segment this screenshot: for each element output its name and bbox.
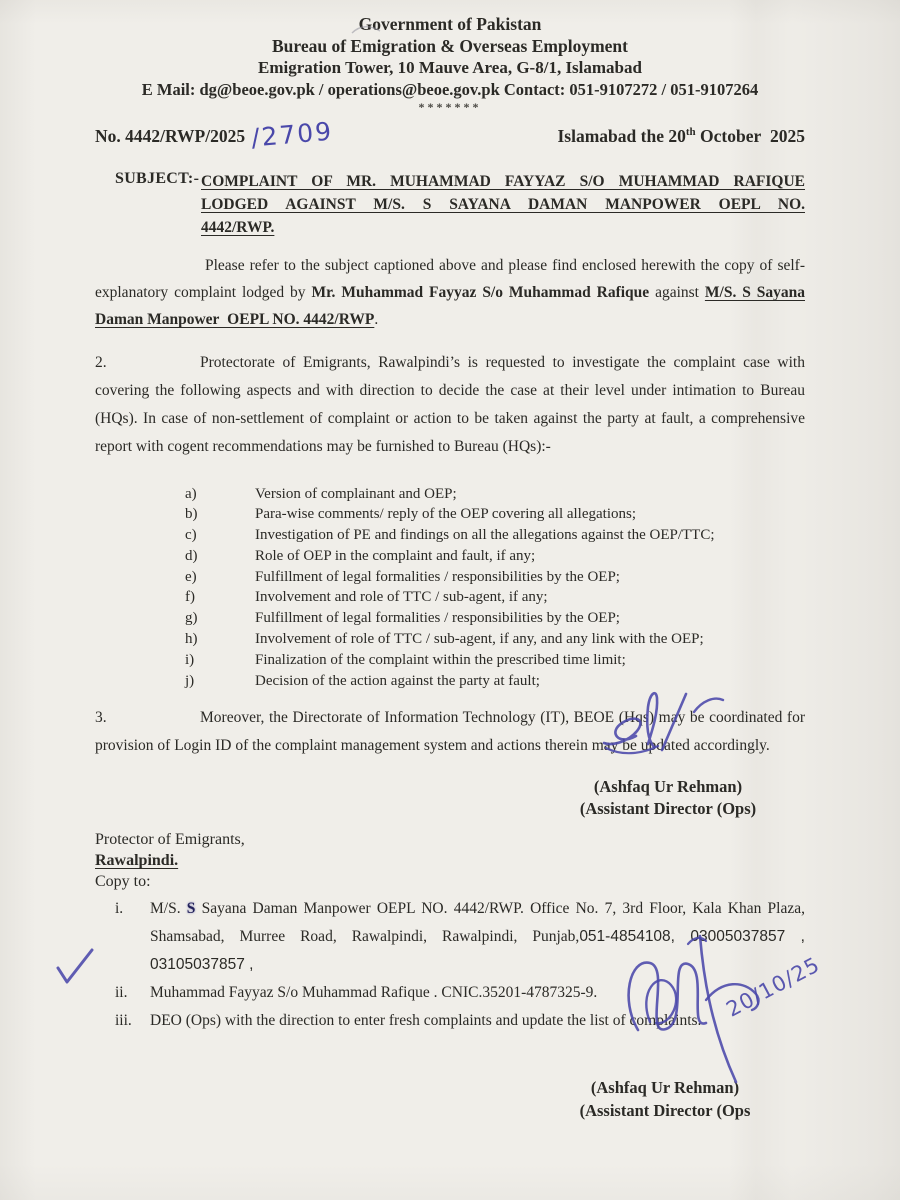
aspect-text: Para-wise comments/ reply of the OEP covering all allegations;	[255, 506, 637, 523]
signatory-title: (Assistant Director (Ops	[579, 1100, 751, 1120]
aspect-text: Fulfillment of legal formalities / responsibilities by the OEP;	[255, 610, 620, 627]
aspect-letter: f)	[185, 589, 195, 606]
aspect-letter: j)	[185, 672, 195, 689]
reference-row	[95, 116, 805, 153]
agency-phone-numbers: 051-4854108, 03005037857 , 03105037857 ,	[150, 927, 805, 973]
date-prefix: Islamabad the 20	[557, 126, 686, 146]
aspect-item-h	[95, 629, 805, 650]
reference-number-printed: No. 4442/RWP/2025	[95, 126, 246, 146]
agency-address: Sayana Daman Manpower OEPL NO. 4442/RWP. Office No. 7, 3rd Floor, Kala Khan Plaza, Shamsabad, Murree Road, Rawalpindi, Rawalpindi, Punjab,	[150, 899, 805, 945]
para1-text-against: against	[649, 284, 705, 301]
checkmark-ink	[52, 944, 100, 992]
aspect-text: Finalization of the complaint within the prescribed time limit;	[255, 651, 626, 668]
aspect-text: Involvement and role of TTC / sub-agent, if any;	[255, 589, 548, 606]
aspect-text: Involvement of role of TTC / sub-agent, if any, and any link with the OEP;	[255, 631, 704, 648]
copy-to-list	[95, 895, 805, 1035]
subject-text	[201, 170, 805, 239]
para1-text: Please refer to the subject captioned above and please find enclosed herewith the copy of self-explanatory complaint lodged by	[95, 257, 805, 301]
aspect-letter: h)	[185, 631, 198, 648]
agency-name: M/S. S Sayana Daman Manpower OEPL NO. 4442/RWP	[95, 284, 805, 328]
aspect-text: Role of OEP in the complaint and fault, if any;	[255, 547, 536, 564]
subject-line-2: LODGED AGAINST M/S. S SAYANA DAMAN MANPOWER OEPL NO.	[201, 196, 805, 213]
subject-block	[95, 170, 805, 239]
aspect-text: Investigation of PE and findings on all the allegations against the OEP/TTC;	[255, 527, 715, 544]
signatory-name: (Ashfaq Ur Rehman)	[593, 776, 743, 796]
aspect-item-b	[95, 504, 805, 525]
letterhead	[95, 0, 805, 114]
paragraph-3	[95, 704, 805, 760]
aspect-item-j	[95, 671, 805, 692]
copy-item-numeral: ii.	[115, 983, 128, 1001]
date-suffix: October 2025	[695, 126, 805, 146]
aspect-text: Version of complainant and OEP;	[255, 485, 457, 502]
paragraph-1	[95, 252, 805, 333]
subject-label: SUBJECT:-	[115, 170, 200, 187]
aspect-item-c	[95, 525, 805, 546]
signature-block-2	[525, 1076, 805, 1122]
handwritten-diary-number: /2709	[250, 116, 335, 153]
para1-period: .	[374, 311, 379, 328]
handwritten-date: 20/10/25	[722, 952, 824, 1022]
letter-content	[95, 0, 805, 1122]
aspect-item-e	[95, 567, 805, 588]
subject-line-3: 4442/RWP.	[201, 219, 275, 236]
place-and-date	[558, 126, 806, 147]
aspect-item-f	[95, 587, 805, 608]
aspect-item-i	[95, 650, 805, 671]
reference-number	[95, 116, 335, 153]
copy-item-numeral: iii.	[115, 1011, 132, 1029]
aspect-letter: d)	[185, 547, 198, 564]
addressee-office: Protector of Emigrants,	[95, 830, 245, 848]
aspect-letter: b)	[185, 506, 198, 523]
addressee-city: Rawalpindi.	[95, 851, 179, 869]
aspect-letter: g)	[185, 610, 198, 627]
copy-item-1-text	[150, 895, 805, 979]
copy-item-2-text: Muhammad Fayyaz S/o Muhammad Rafique . CNIC.35201-4787325-9.	[150, 983, 598, 1001]
subject-line-1: COMPLAINT OF MR. MUHAMMAD FAYYAZ S/O MUHAMMAD RAFIQUE	[201, 173, 805, 190]
agency-prefix: M/S.	[150, 899, 187, 917]
signatory-title: (Assistant Director (Ops)	[579, 798, 757, 818]
copy-item-numeral: i.	[115, 899, 124, 917]
paragraph-3-number: 3.	[95, 709, 107, 727]
copy-to-label: Copy to:	[95, 872, 151, 890]
letterhead-address: Emigration Tower, 10 Mauve Area, G-8/1, Islamabad	[258, 58, 642, 77]
addressee-block	[95, 829, 805, 892]
aspects-list	[95, 484, 805, 692]
signature-block-1	[543, 776, 793, 820]
paragraph-2-text: Protectorate of Emigrants, Rawalpindi’s is requested to investigate the complaint case with covering the following aspects and with direction to decide the case at their level under intimation to Bureau (HQs). In case of non-settlement of complaint or action to be taken against the party at fault, a comprehensive report with cogent recommendations may be furnished to Bureau (HQs):-	[95, 353, 805, 455]
paragraph-2-number: 2.	[95, 353, 107, 371]
aspect-letter: e)	[185, 568, 197, 585]
letterhead-divider-stars: *******	[418, 100, 482, 114]
date-ordinal-superscript: th	[685, 126, 696, 139]
aspect-text: Decision of the action against the party at fault;	[255, 672, 540, 689]
complainant-name: Mr. Muhammad Fayyaz S/o Muhammad Rafique	[311, 284, 650, 301]
paragraph-3-text: Moreover, the Directorate of Information Technology (IT), BEOE (Hqs) may be coordinated for provision of Login ID of the complaint management system and actions therein may be updated accordingly.	[95, 709, 805, 755]
aspect-item-g	[95, 608, 805, 629]
aspect-item-a	[95, 484, 805, 505]
aspect-item-d	[95, 546, 805, 567]
copy-item-1	[95, 895, 805, 979]
aspect-letter: i)	[185, 651, 195, 668]
letterhead-contact: E Mail: dg@beoe.gov.pk / operations@beoe.gov.pk Contact: 051-9107272 / 051-9107264	[141, 80, 759, 99]
aspect-text: Fulfillment of legal formalities / responsibilities by the OEP;	[255, 568, 620, 585]
copy-item-3-text: DEO (Ops) with the direction to enter fresh complaints and update the list of complaints.	[150, 1011, 702, 1029]
letterhead-government: Government of Pakistan	[358, 14, 542, 34]
letterhead-bureau: Bureau of Emigration & Overseas Employment	[272, 36, 628, 56]
copy-item-3	[95, 1007, 805, 1035]
signatory-name: (Ashfaq Ur Rehman)	[590, 1077, 740, 1097]
paragraph-2	[95, 349, 805, 461]
ink-overwritten-letter: S	[186, 899, 196, 917]
aspect-letter: a)	[185, 485, 197, 502]
aspect-letter: c)	[185, 527, 197, 544]
copy-item-2	[95, 979, 805, 1007]
